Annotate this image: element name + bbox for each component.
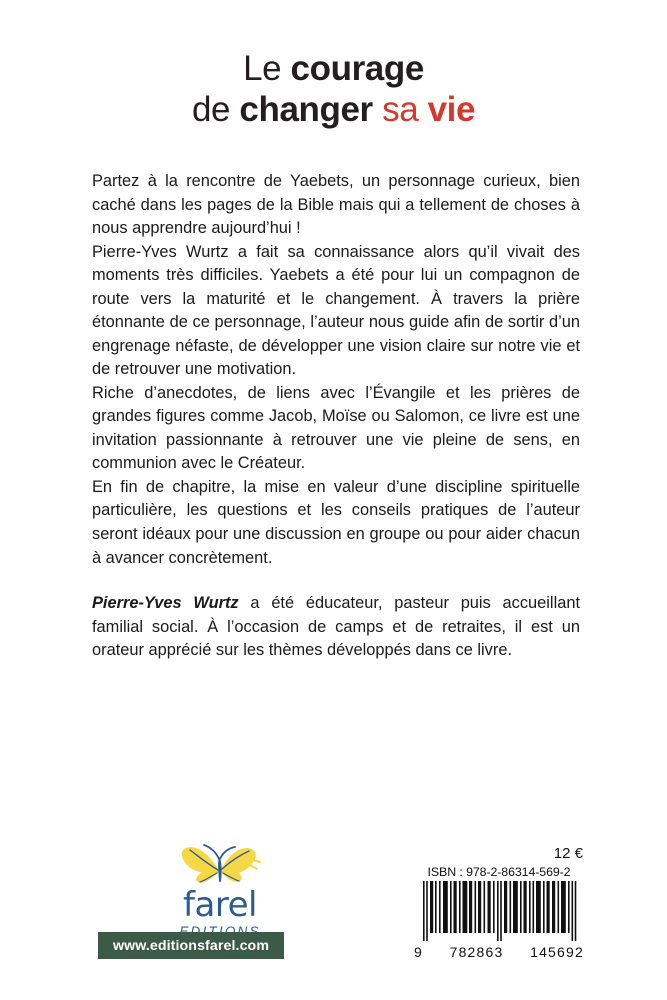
publisher-website-bar[interactable] — [98, 932, 284, 959]
barcode-digit-group-1: 782863 — [449, 944, 504, 960]
barcode-digits — [413, 944, 585, 960]
title-word-sa: sa — [372, 90, 428, 130]
blurb-paragraph-2: Pierre-Yves Wurtz a fait sa connaissance alors qu’il vivait des moments très difficiles. Yaebets a été pour lui un compagnon de route vers la maturité et le changement. À travers la prière étonnante de ce personnage, l’auteur nous guide afin de sortir d’un engrenage néfaste, de développer une vision claire sur notre vie et de retrouver une motivation. — [92, 242, 580, 379]
isbn-label: ISBN : 978-2-86314-569-2 — [427, 865, 571, 879]
publisher-logo — [160, 838, 280, 939]
title-word-le: Le — [243, 49, 291, 88]
ean13-barcode — [413, 881, 585, 945]
blurb-paragraph-4: En fin de chapitre, la mise en valeur d’une discipline spirituelle particulière, les questions et les conseils pratiques de l’auteur seront idéaux pour une discussion en groupe ou pour aider chacun à avancer concrètement. — [92, 477, 580, 567]
barcode-digit-prefix: 9 — [414, 944, 423, 960]
author-bio — [92, 592, 580, 663]
barcode-digit-group-2: 145692 — [530, 944, 584, 960]
author-name: Pierre-Yves Wurtz — [92, 594, 239, 612]
blurb-paragraph-1: Partez à la rencontre de Yaebets, un personnage curieux, bien caché dans les pages de la Bible mais qui a tellement de choses à nous apprendre aujourd’hui ! — [92, 172, 580, 238]
title-line-1 — [0, 48, 667, 89]
title-line-2 — [0, 89, 667, 130]
title-word-vie: vie — [427, 90, 476, 130]
publisher-name: farel — [183, 885, 257, 925]
title-word-courage: courage — [290, 49, 424, 88]
title-word-de: de — [191, 90, 240, 130]
blurb-paragraph-3: Riche d’anecdotes, de liens avec l’Évangile et les prières de grandes figures comme Jacob, Moïse ou Salomon, ce livre est une invitation passionnante à retrouver une vie pleine de sens, en communion avec le Créateur. — [92, 383, 580, 473]
author-bio-text: a été éducateur, pasteur puis accueillant familial social. À l’occasion de camps et de retraites, il est un orateur apprécié sur les thèmes développés dans ce livre. — [92, 594, 580, 660]
barcode-block — [413, 845, 585, 960]
butterfly-icon — [160, 838, 280, 890]
back-cover-blurb — [92, 170, 580, 570]
author-bio-paragraph — [92, 592, 580, 663]
price-label: 12 € — [553, 845, 583, 862]
publisher-website-text: www.editionsfarel.com — [112, 937, 270, 954]
book-title — [0, 48, 667, 131]
title-word-changer: changer — [239, 90, 373, 130]
